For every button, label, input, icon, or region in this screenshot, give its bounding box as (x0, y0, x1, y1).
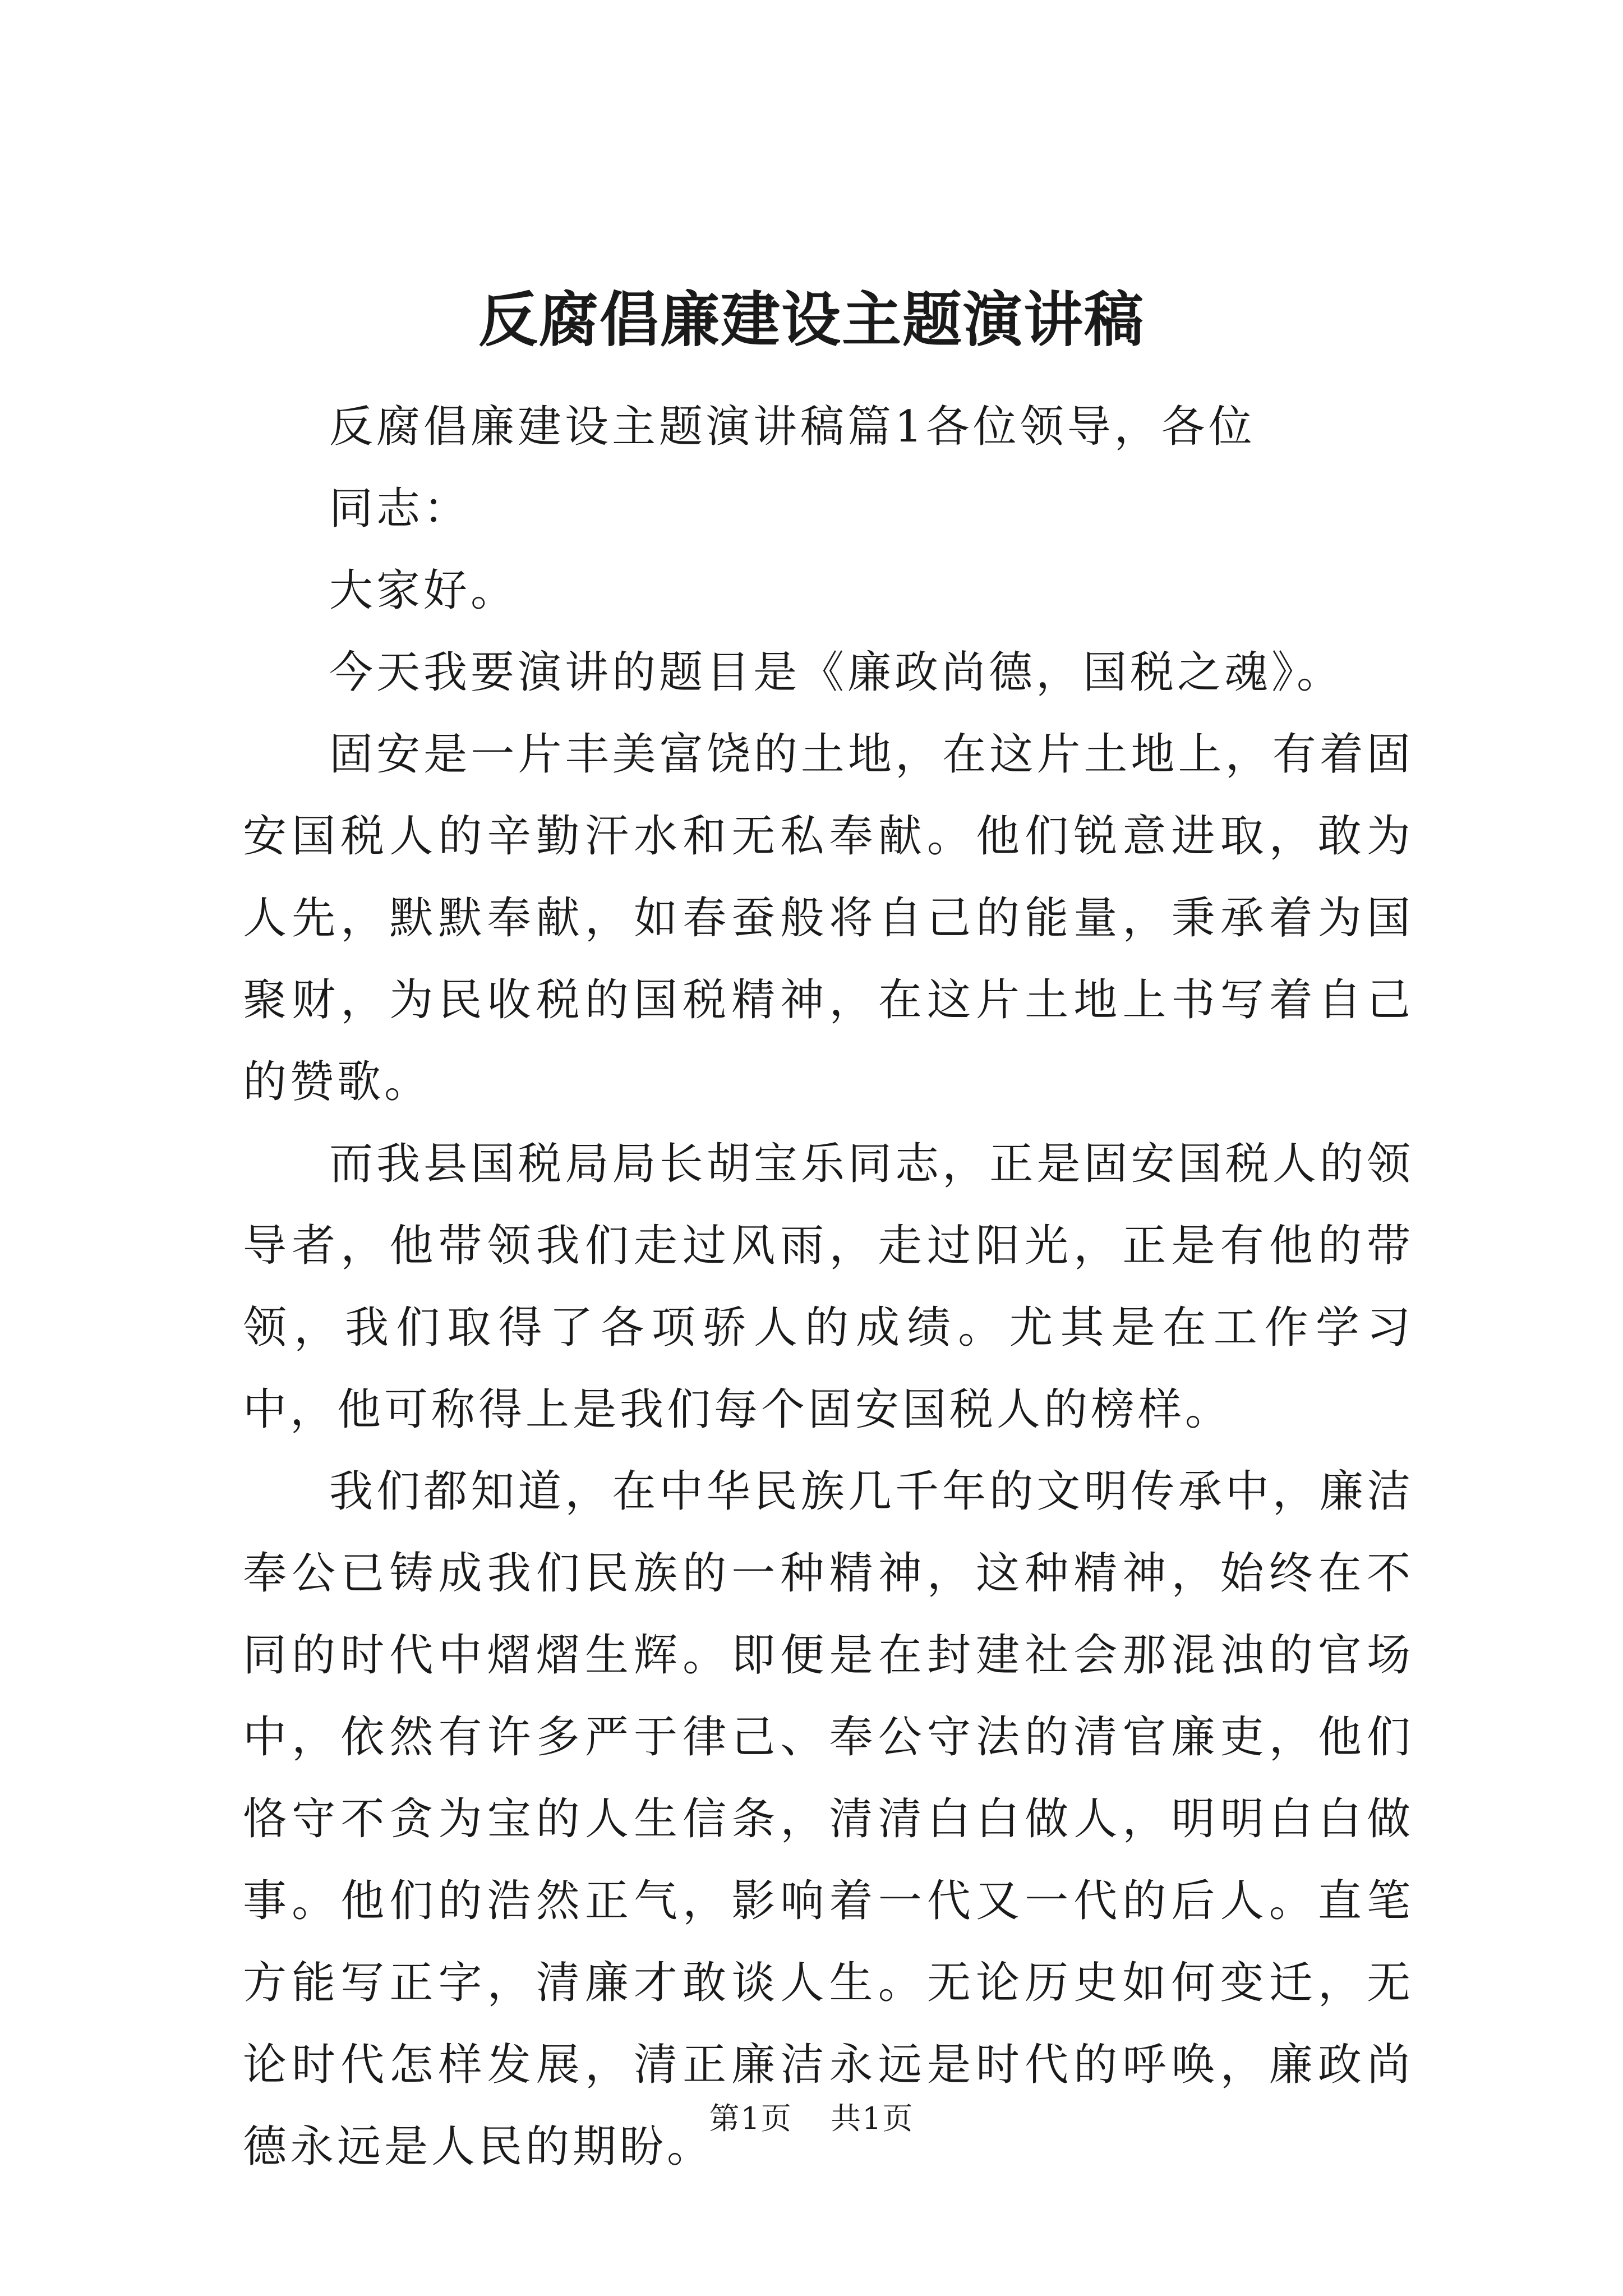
page-number-current: 第1页 (709, 2101, 792, 2136)
paragraph-5: 固安是一片丰美富饶的土地，在这片土地上，有着固安国税人的辛勤汗水和无私奉献。他们锐意进取，敢为人先，默默奉献，如春蚕般将自己的能量，秉承着为国聚财，为民收税的国税精神，在这片土地上书写着自己的赞歌。 (243, 729, 1414, 1107)
paragraph-4: 今天我要演讲的题目是《廉政尚德，国税之魂》。 (329, 647, 1344, 698)
page-number-total: 共1页 (831, 2101, 914, 2136)
document-title: 反腐倡廉建设主题演讲稿 (478, 284, 1145, 355)
page-footer (0, 2099, 1623, 2138)
paragraph-3: 大家好。 (329, 565, 518, 616)
paragraph-2: 同志： (329, 484, 471, 534)
paragraph-7: 我们都知道，在中华民族几千年的文明传承中，廉洁奉公已铸成我们民族的一种精神，这种精神，始终在不同的时代中熠熠生辉。即便是在封建社会那混浊的官场中，依然有许多严于律己、奉公守法的清官廉吏，他们恪守不贪为宝的人生信条，清清白白做人，明明白白做事。他们的浩然正气，影响着一代又一代的后人。直笔方能写正字，清廉才敢谈人生。无论历史如何变迁，无论时代怎样发展，清正廉洁永远是时代的呼唤，廉政尚德永远是人民的期盼。 (243, 1466, 1414, 2172)
document-body (243, 386, 1414, 2188)
paragraph-6: 而我县国税局局长胡宝乐同志，正是固安国税人的领导者，他带领我们走过风雨，走过阳光，正是有他的带领，我们取得了各项骄人的成绩。尤其是在工作学习中，他可称得上是我们每个固安国税人的榜样。 (243, 1139, 1414, 1435)
paragraph-1: 反腐倡廉建设主题演讲稿篇1各位领导，各位 (329, 402, 1256, 452)
